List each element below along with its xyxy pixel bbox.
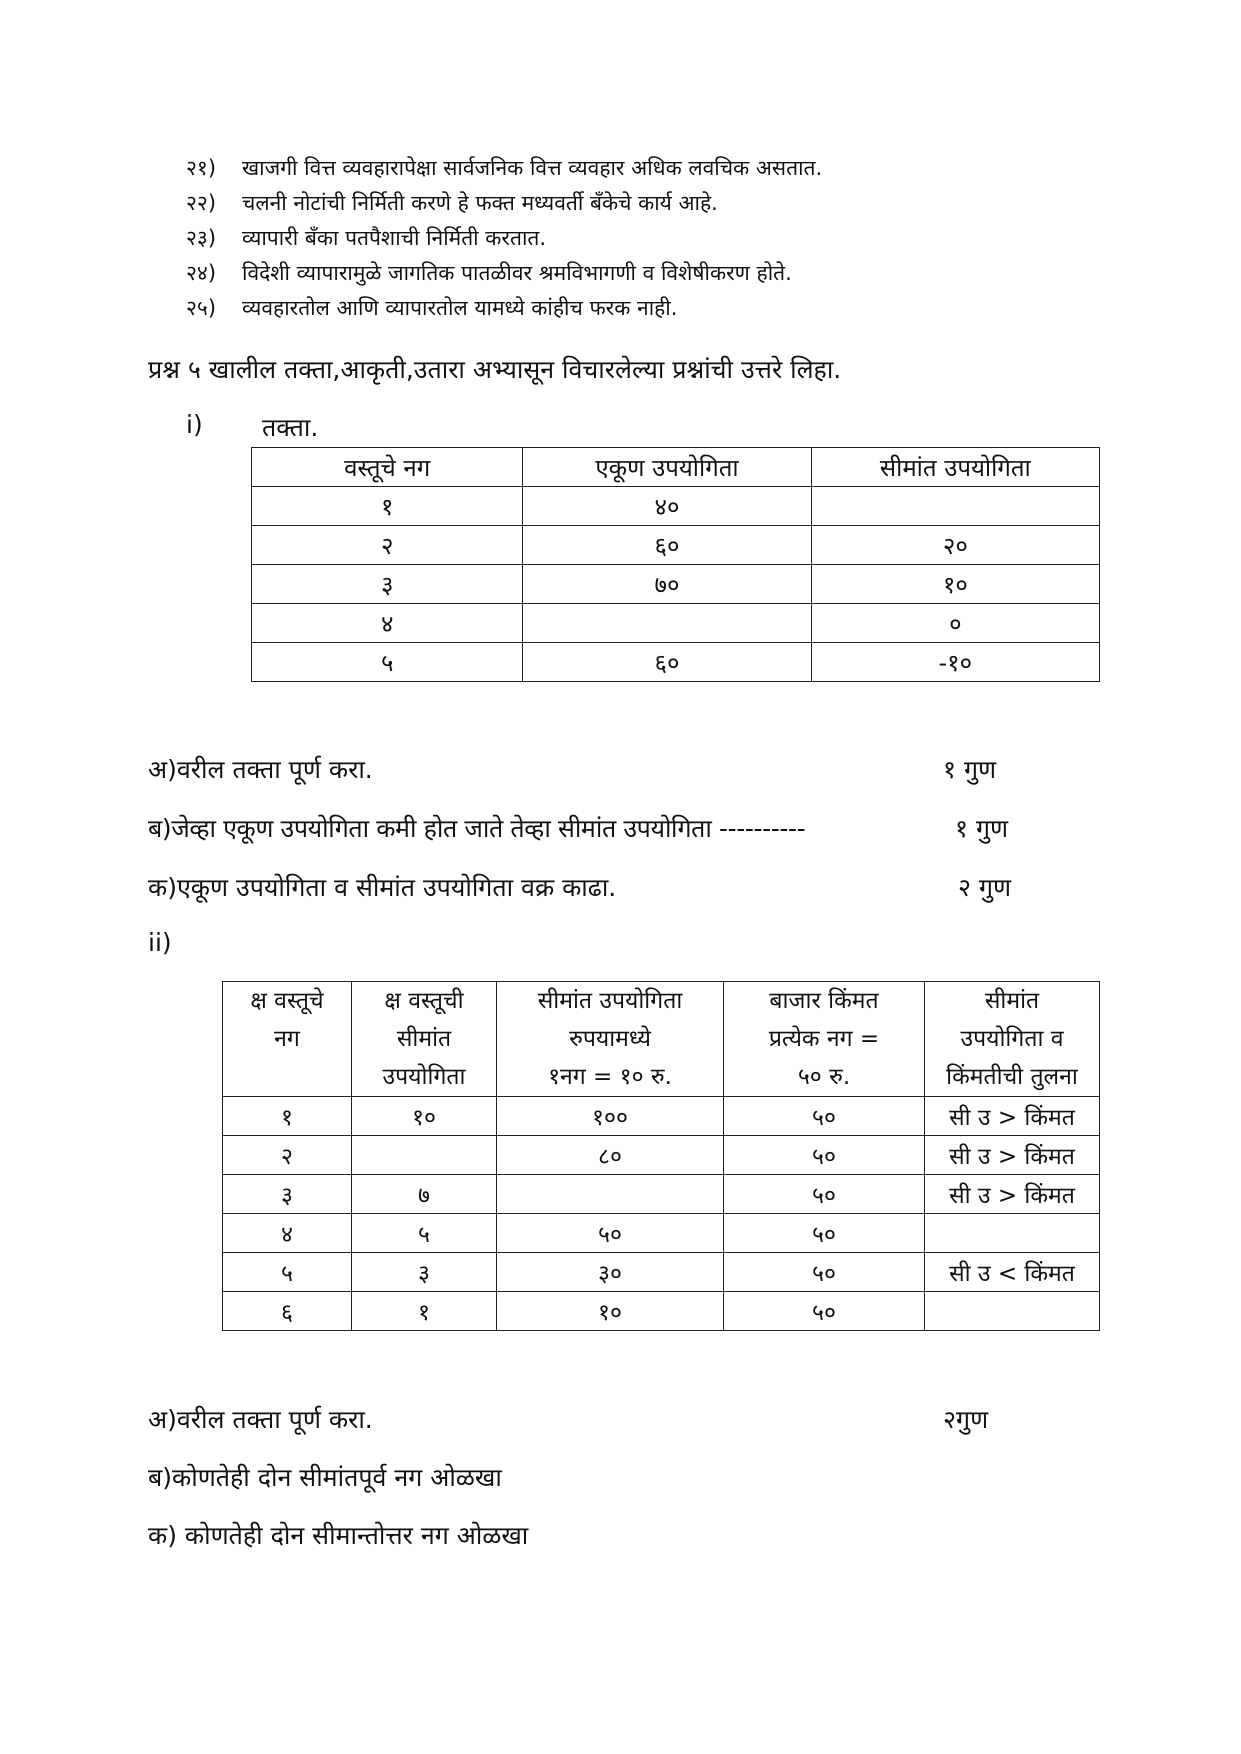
statement-number: २१) (186, 156, 217, 180)
statement-number: २२) (186, 191, 217, 215)
statement-22 (186, 189, 718, 217)
part-2-label: ii) (148, 928, 172, 957)
table-cell: १ (223, 1097, 352, 1136)
part-1-question-b: ब)जेव्हा एकूण उपयोगिता कमी होत जाते तेव्हा सीमांत उपयोगिता ---------- (148, 814, 806, 843)
part-1-question-c-marks: २ गुण (958, 873, 1012, 902)
table-cell: ३ (252, 565, 523, 604)
table-cell: सी उ > किंमत (925, 1097, 1100, 1136)
table-row (223, 1253, 1100, 1292)
header-units: क्ष वस्तूचे नग (223, 982, 352, 1097)
part-2-question-c: क) कोणतेही दोन सीमान्तोत्तर नग ओळखा (148, 1521, 529, 1550)
header-total-utility: एकूण उपयोगिता (523, 448, 811, 487)
statement-23 (186, 224, 546, 252)
table-row (223, 1214, 1100, 1253)
table-cell: ४० (523, 487, 811, 526)
table-cell: ५० (724, 1136, 925, 1175)
table-cell: ५० (497, 1214, 724, 1253)
part-1-question-c: क)एकूण उपयोगिता व सीमांत उपयोगिता वक्र काढा. (148, 873, 617, 902)
table-row (252, 526, 1100, 565)
header-marginal-utility: क्ष वस्तूची सीमांत उपयोगिता (352, 982, 497, 1097)
table-cell: ३ (223, 1175, 352, 1214)
table-row (252, 487, 1100, 526)
table-cell: ५० (724, 1214, 925, 1253)
table-cell: ५० (724, 1097, 925, 1136)
table-cell: ६ (223, 1292, 352, 1331)
table-cell: ७० (523, 565, 811, 604)
table-cell (497, 1175, 724, 1214)
table-cell: सी उ < किंमत (925, 1253, 1100, 1292)
table-cell: ३ (352, 1253, 497, 1292)
table-cell: ५ (252, 643, 523, 682)
table-cell: सी उ > किंमत (925, 1175, 1100, 1214)
table-cell (523, 604, 811, 643)
statement-25 (186, 294, 677, 322)
statement-text: व्यापारी बँका पतपैशाची निर्मिती करतात. (242, 226, 547, 250)
table-cell: १० (497, 1292, 724, 1331)
table-cell: १० (352, 1097, 497, 1136)
table-cell: ६० (523, 643, 811, 682)
header-units: वस्तूचे नग (252, 448, 523, 487)
header-marginal-utility-rupees: सीमांत उपयोगिता रुपयामध्ये १नग = १० रु. (497, 982, 724, 1097)
table-row (223, 1175, 1100, 1214)
table-cell: ३० (497, 1253, 724, 1292)
statement-number: २५) (186, 296, 217, 320)
table-cell: २० (811, 526, 1099, 565)
table-cell (925, 1292, 1100, 1331)
table-header-row (223, 982, 1100, 1097)
part-2-question-a: अ)वरील तक्ता पूर्ण करा. (148, 1405, 373, 1434)
table-cell: ४ (252, 604, 523, 643)
part-1-question-a-marks: १ गुण (943, 755, 997, 784)
table-row (223, 1292, 1100, 1331)
statement-text: विदेशी व्यापारामुळे जागतिक पातळीवर श्रमविभागणी व विशेषीकरण होते. (242, 261, 792, 285)
table-cell: २ (223, 1136, 352, 1175)
statement-21 (186, 154, 822, 182)
part-1-question-b-marks: १ गुण (955, 814, 1009, 843)
table-cell: ५० (724, 1292, 925, 1331)
statement-number: २३) (186, 226, 217, 250)
part-2-question-b: ब)कोणतेही दोन सीमांतपूर्व नग ओळखा (148, 1463, 502, 1492)
table-cell (352, 1136, 497, 1175)
table-cell: सी उ > किंमत (925, 1136, 1100, 1175)
table-cell: १०० (497, 1097, 724, 1136)
table-row (252, 565, 1100, 604)
header-marginal-utility: सीमांत उपयोगिता (811, 448, 1099, 487)
header-comparison: सीमांत उपयोगिता व किंमतीची तुलना (925, 982, 1100, 1097)
statement-text: व्यवहारतोल आणि व्यापारतोल यामध्ये कांहीच फरक नाही. (242, 296, 678, 320)
statement-text: खाजगी वित्त व्यवहारापेक्षा सार्वजनिक वित्त व्यवहार अधिक लवचिक असतात. (242, 156, 823, 180)
statement-24 (186, 259, 792, 287)
table-cell (811, 487, 1099, 526)
table-cell: ५० (724, 1253, 925, 1292)
table-row (252, 643, 1100, 682)
table-cell: १० (811, 565, 1099, 604)
part-1-question-a: अ)वरील तक्ता पूर्ण करा. (148, 755, 373, 784)
part-1-title: तक्ता. (262, 413, 319, 442)
question-5-heading: प्रश्न ५ खालील तक्ता,आकृती,उतारा अभ्यासून विचारलेल्या प्रश्नांची उत्तरे लिहा. (148, 355, 842, 384)
table-cell: ५ (223, 1253, 352, 1292)
table-cell: ८० (497, 1136, 724, 1175)
statement-number: २४) (186, 261, 217, 285)
table-cell (925, 1214, 1100, 1253)
utility-table (251, 447, 1100, 682)
table-cell: ५ (352, 1214, 497, 1253)
table-cell: १ (252, 487, 523, 526)
table-cell: -१० (811, 643, 1099, 682)
table-cell: ४ (223, 1214, 352, 1253)
statement-text: चलनी नोटांची निर्मिती करणे हे फक्त मध्यवर्ती बँकेचे कार्य आहे. (242, 191, 718, 215)
table-row (223, 1097, 1100, 1136)
part-1-label: i) (186, 410, 203, 439)
part-2-question-a-marks: २गुण (943, 1405, 989, 1434)
table-cell: ५० (724, 1175, 925, 1214)
table-header-row (252, 448, 1100, 487)
header-market-price: बाजार किंमत प्रत्येक नग = ५० रु. (724, 982, 925, 1097)
table-cell: ६० (523, 526, 811, 565)
table-cell: ० (811, 604, 1099, 643)
table-cell: २ (252, 526, 523, 565)
table-cell: ७ (352, 1175, 497, 1214)
table-row (252, 604, 1100, 643)
table-cell: १ (352, 1292, 497, 1331)
table-row (223, 1136, 1100, 1175)
consumer-equilibrium-table (222, 981, 1100, 1331)
